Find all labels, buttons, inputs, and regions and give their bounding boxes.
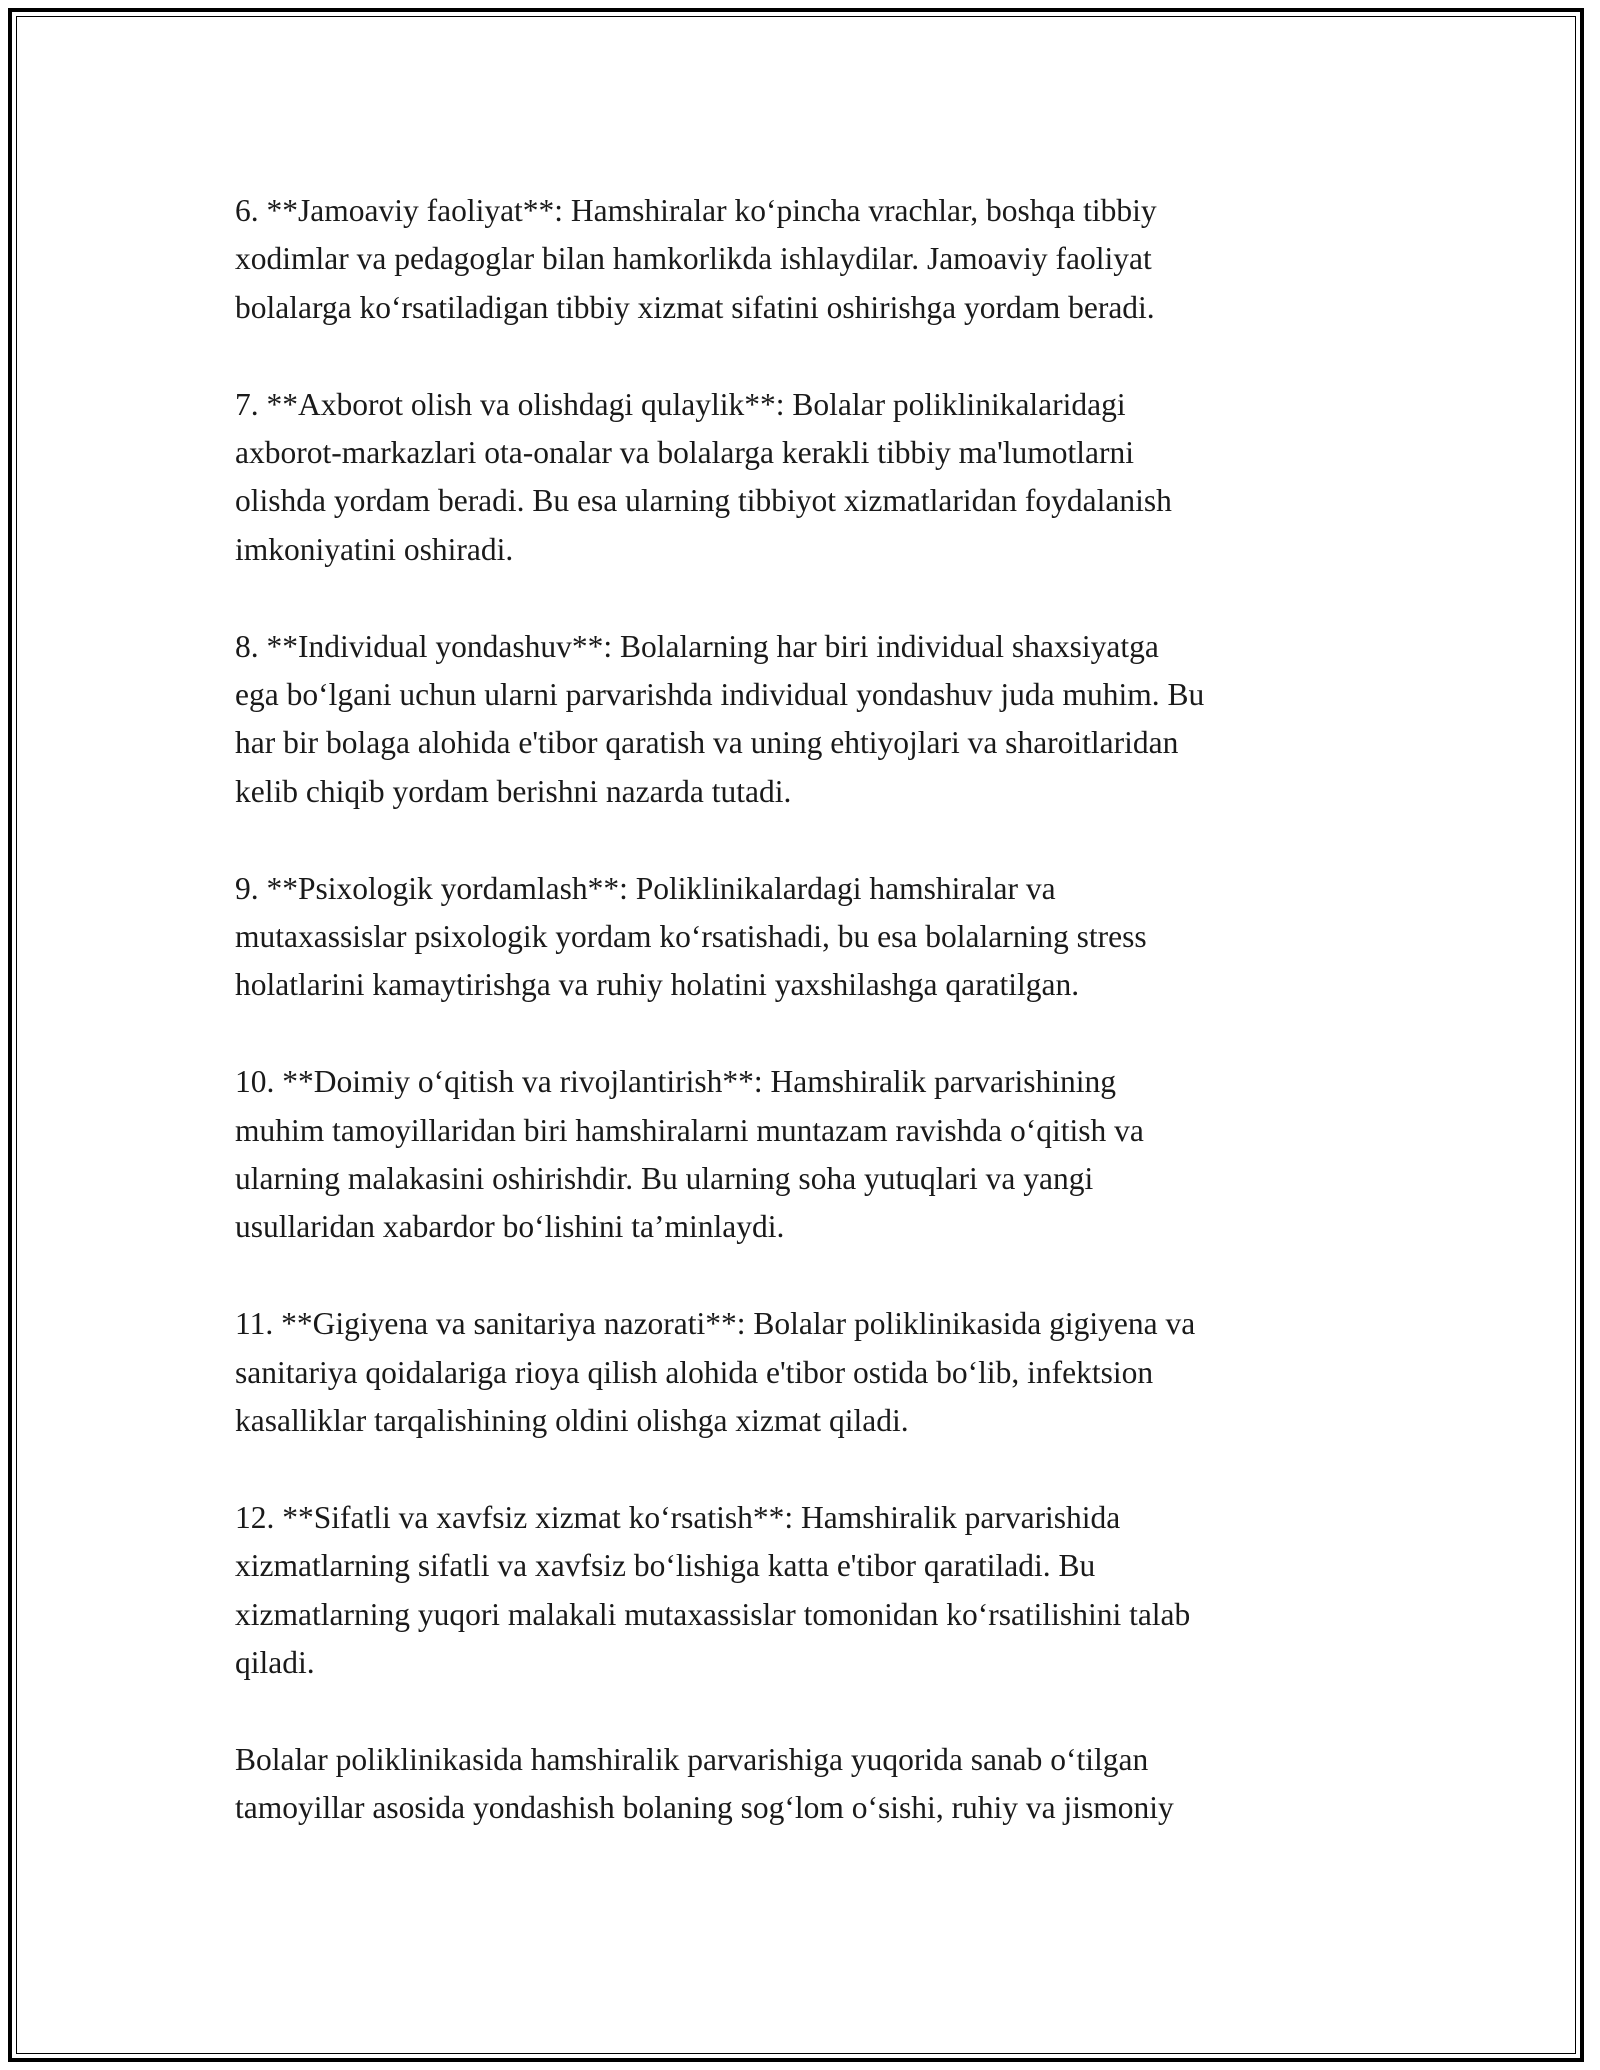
text-line: har bir bolaga alohida e'tibor qaratish va uning ehtiyojlari va sharoitlaridan [235,725,1179,761]
paragraph-item-8 [235,623,1385,817]
text-line: 8. **Individual yondashuv**: Bolalarning har biri individual shaxsiyatga [235,628,1159,664]
text-line: muhim tamoyillaridan biri hamshiralarni muntazam ravishda o‘qitish va [235,1112,1144,1148]
text-line: 12. **Sifatli va xavfsiz xizmat ko‘rsatish**: Hamshiralik parvarishida [235,1499,1121,1535]
text-line: kelib chiqib yordam berishni nazarda tutadi. [235,773,792,809]
paragraph-item-11 [235,1300,1385,1445]
text-line: Bolalar poliklinikasida hamshiralik parvarishiga yuqorida sanab o‘tilgan [235,1741,1149,1777]
text-line: bolalarga ko‘rsatiladigan tibbiy xizmat sifatini oshirishga yordam beradi. [235,289,1155,325]
text-line: usullaridan xabardor bo‘lishini ta’minlaydi. [235,1209,785,1245]
paragraph-item-7 [235,381,1385,575]
text-line: 10. **Doimiy o‘qitish va rivojlantirish**: Hamshiralik parvarishining [235,1064,1117,1100]
text-line: 9. **Psixologik yordamlash**: Poliklinikalardagi hamshiralar va [235,870,1056,906]
text-line: xodimlar va pedagoglar bilan hamkorlikda ishlaydilar. Jamoaviy faoliyat [235,241,1152,277]
text-line: holatlarini kamaytirishga va ruhiy holatini yaxshilashga qaratilgan. [235,967,1080,1003]
paragraph-item-12 [235,1494,1385,1688]
document-body [235,187,1385,1881]
text-line: ularning malakasini oshirishdir. Bu ularning soha yutuqlari va yangi [235,1161,1094,1197]
text-line: ega bo‘lgani uchun ularni parvarishda individual yondashuv juda muhim. Bu [235,677,1205,713]
text-line: qiladi. [235,1645,315,1681]
text-line: sanitariya qoidalariga rioya qilish alohida e'tibor ostida bo‘lib, infektsion [235,1354,1154,1390]
text-line: xizmatlarning sifatli va xavfsiz bo‘lishiga katta e'tibor qaratiladi. Bu [235,1548,1096,1584]
text-line: kasalliklar tarqalishining oldini olishga xizmat qiladi. [235,1403,909,1439]
text-line: imkoniyatini oshiradi. [235,531,514,567]
text-line: axborot-markazlari ota-onalar va bolalarga kerakli tibbiy ma'lumotlarni [235,435,1134,471]
text-line: olishda yordam beradi. Bu esa ularning tibbiyot xizmatlaridan foydalanish [235,483,1172,519]
paragraph-item-9 [235,865,1385,1010]
paragraph-item-6 [235,187,1385,332]
text-line: mutaxassislar psixologik yordam ko‘rsatishadi, bu esa bolalarning stress [235,919,1147,955]
text-line: 11. **Gigiyena va sanitariya nazorati**: Bolalar poliklinikasida gigiyena va [235,1306,1196,1342]
text-line: xizmatlarning yuqori malakali mutaxassislar tomonidan ko‘rsatilishini talab [235,1596,1191,1632]
text-line: 7. **Axborot olish va olishdagi qulaylik**: Bolalar poliklinikalaridagi [235,386,1126,422]
text-line: 6. **Jamoaviy faoliyat**: Hamshiralar ko‘pincha vrachlar, boshqa tibbiy [235,193,1157,228]
paragraph-item-10 [235,1058,1385,1252]
paragraph-conclusion [235,1736,1385,1833]
text-line: tamoyillar asosida yondashish bolaning sog‘lom o‘sishi, ruhiy va jismoniy [235,1790,1174,1826]
